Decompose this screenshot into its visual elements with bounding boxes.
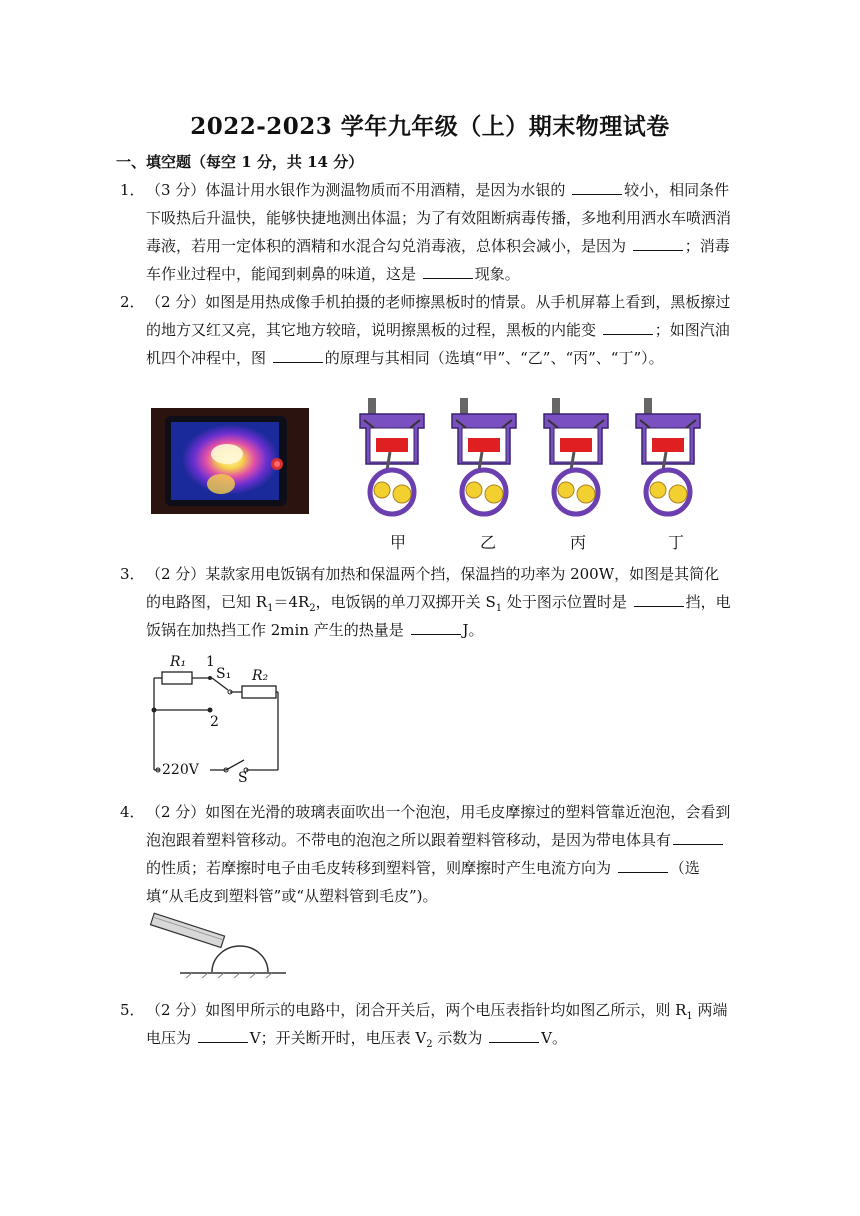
- question-5: [122, 996, 732, 1052]
- engine-label: 丙: [570, 533, 587, 552]
- engine-strokes-figure: [350, 388, 740, 558]
- engine-diagram: [350, 388, 740, 523]
- page-title: 2022-2023 学年九年级（上）期末物理试卷: [190, 113, 670, 140]
- answer-blank[interactable]: [633, 236, 683, 251]
- answer-blank[interactable]: [273, 348, 323, 363]
- subscript: 2: [426, 1039, 433, 1050]
- question-text: V。: [541, 1029, 567, 1047]
- question-text: （2 分）如图是用热成像手机拍摄的老师擦黑板时的情景。从手机屏幕上看到，黑板擦过的地方又红又亮，其它地方较暗，说明擦黑板的过程，黑板的内能变: [146, 293, 731, 339]
- question-text: ＝4R: [273, 593, 310, 611]
- engine-label: 甲: [390, 533, 407, 552]
- voltage-label: 220V: [162, 762, 199, 778]
- question-text: 处于图示位置时是: [502, 593, 632, 611]
- section-heading: 一、填空题（每空 1 分，共 14 分）: [116, 153, 364, 171]
- question-3: [122, 560, 732, 644]
- question-text: （2 分）某款家用电饭锅有加热和保温两个挡，保温挡的功率为 200W，如图是其简化的电路图，已知 R: [146, 565, 720, 611]
- question-2: [122, 288, 732, 372]
- question-text: （2 分）如图在光滑的玻璃表面吹出一个泡泡，用毛皮摩擦过的塑料管靠近泡泡，会看到泡泡跟着塑料管移动。不带电的泡泡之所以跟着塑料管移动，是因为带电体具有: [146, 803, 731, 849]
- engine-label: 乙: [480, 533, 497, 552]
- question-text: V；开关断开时，电压表 V: [249, 1029, 427, 1047]
- question-number: 1．: [120, 181, 145, 199]
- answer-blank[interactable]: [673, 830, 723, 845]
- question-text: （2 分）如图甲所示的电路中，闭合开关后，两个电压表指针均如图乙所示，则 R: [146, 1001, 687, 1019]
- subscript: 2: [309, 603, 316, 614]
- s1-label: S₁: [216, 666, 232, 682]
- question-text: 现象。: [474, 265, 520, 283]
- question-text: J。: [462, 621, 484, 639]
- question-text: 的原理与其相同（选填“甲”、“乙”、“丙”、“丁”）。: [324, 349, 664, 367]
- question-text: 挡，电饭锅在加热挡工作 2min 产生的热量是: [146, 593, 731, 639]
- pos1-label: 1: [206, 654, 215, 670]
- answer-blank[interactable]: [411, 620, 461, 635]
- rice-cooker-circuit: [148, 652, 288, 786]
- thermal-phone-photo: [151, 408, 309, 514]
- question-text: 两端电压为: [146, 1001, 728, 1047]
- pos2-label: 2: [210, 714, 219, 730]
- answer-blank[interactable]: [618, 858, 668, 873]
- question-text: ；消毒车作业过程中，能闻到刺鼻的味道，这是: [146, 237, 730, 283]
- answer-blank[interactable]: [423, 264, 473, 279]
- subscript: 1: [267, 603, 274, 614]
- question-text: 的性质；若摩擦时电子由毛皮转移到塑料管，则摩擦时产生电流方向为: [146, 859, 616, 877]
- question-1: [122, 176, 732, 288]
- question-number: 4．: [120, 803, 145, 821]
- engine-label: 丁: [668, 533, 685, 552]
- question-text: 较小，相同条件下吸热后升温快，能够快捷地测出体温；为了有效阻断病毒传播，多地利用洒水车喷洒消毒液，若用一定体积的酒精和水混合勾兑消毒液，总体积会减小，是因为: [146, 181, 732, 255]
- question-text: ；如图汽油机四个冲程中，图: [146, 321, 730, 367]
- question-text: （选填“从毛皮到塑料管”或“从塑料管到毛皮”)。: [146, 859, 700, 905]
- answer-blank[interactable]: [489, 1028, 539, 1043]
- answer-blank[interactable]: [634, 592, 684, 607]
- question-text: （3 分）体温计用水银作为测温物质而不用酒精，是因为水银的: [146, 181, 571, 199]
- answer-blank[interactable]: [572, 180, 622, 195]
- question-number: 3．: [120, 565, 145, 583]
- switch-s-label: S: [238, 770, 248, 786]
- subscript: 1: [686, 1011, 693, 1022]
- bubble-tube-figure: [146, 912, 296, 984]
- question-text: ，电饭锅的单刀双掷开关 S: [315, 593, 496, 611]
- r1-label: R₁: [170, 654, 187, 670]
- question-4: [122, 798, 732, 910]
- r2-label: R₂: [252, 668, 269, 684]
- subscript: 1: [495, 603, 503, 614]
- question-number: 2．: [120, 293, 145, 311]
- question-number: 5．: [120, 1001, 145, 1019]
- answer-blank[interactable]: [198, 1028, 248, 1043]
- answer-blank[interactable]: [603, 320, 653, 335]
- question-text: 示数为: [432, 1029, 488, 1047]
